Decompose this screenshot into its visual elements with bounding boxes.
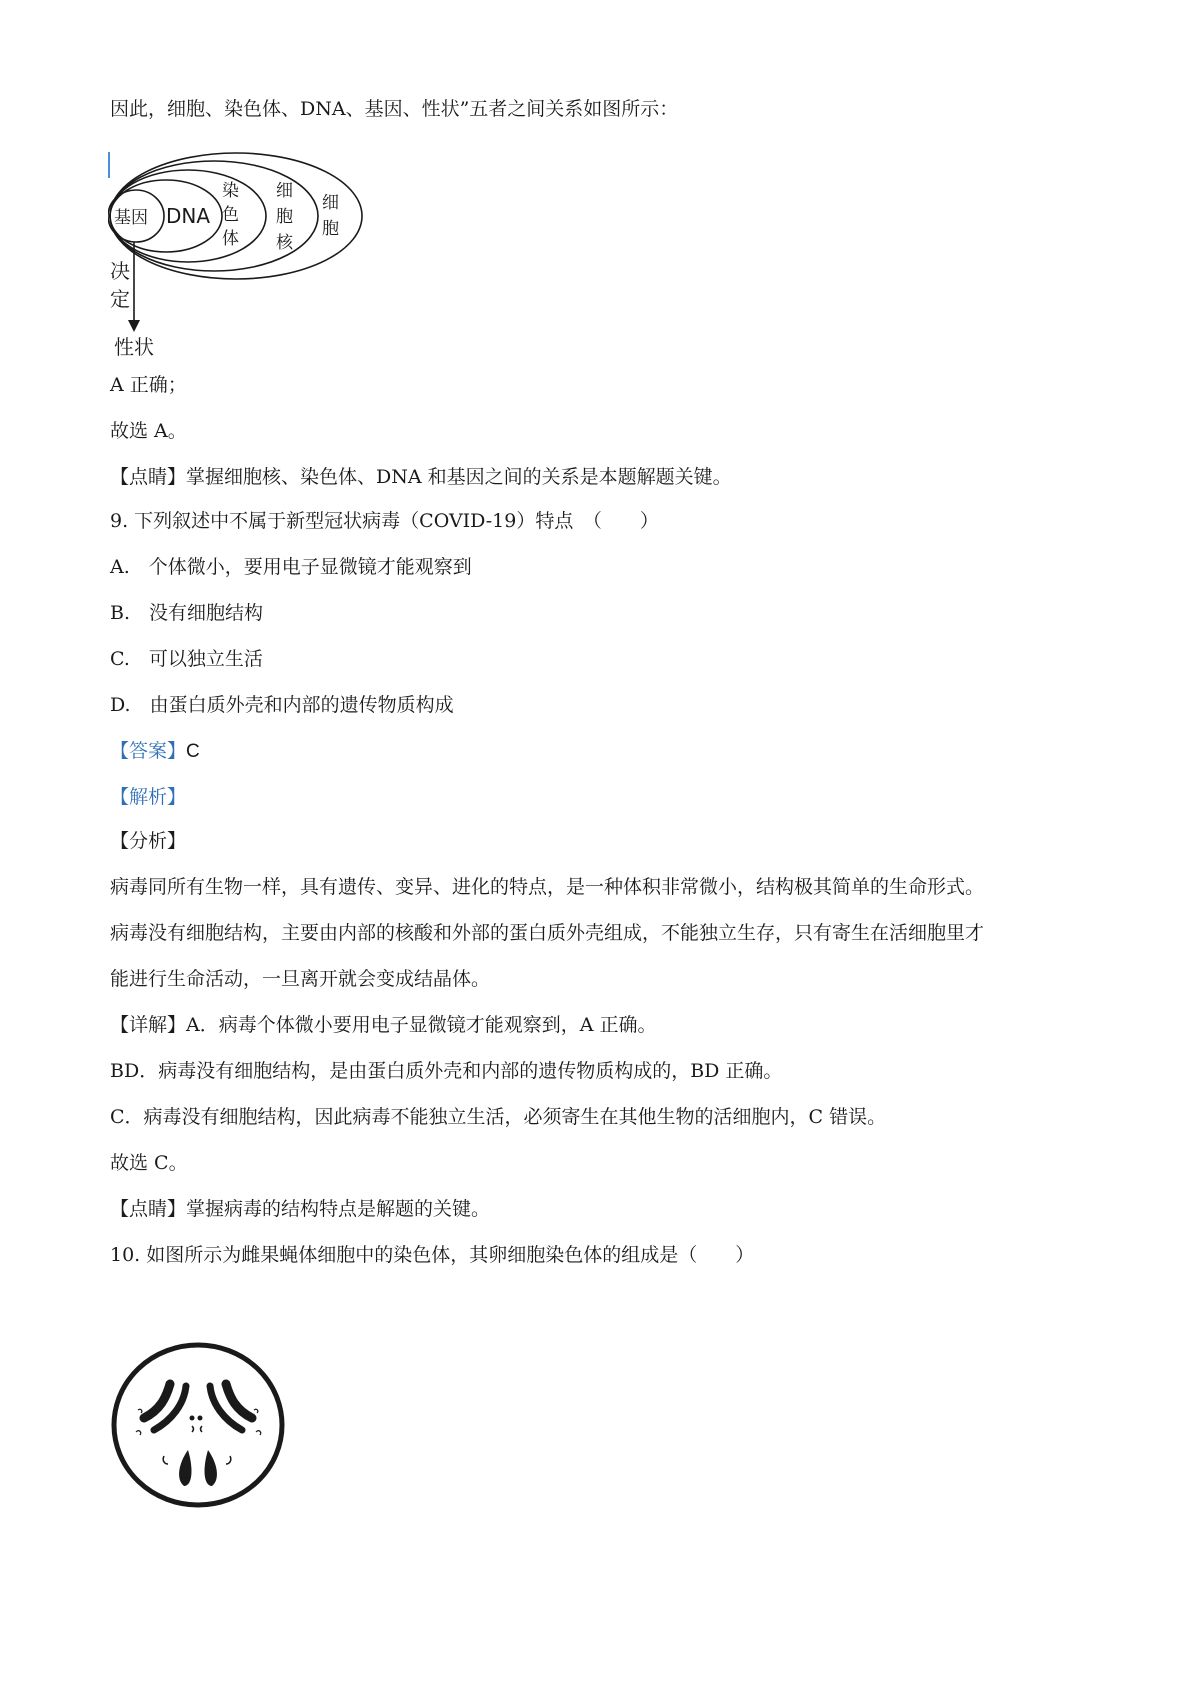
q9-detail-a-text: A．病毒个体微小要用电子显微镜才能观察到，A 正确。 [186, 1014, 657, 1036]
q8-a-correct: A 正确； [110, 374, 187, 396]
q9-analysis-line-2: 病毒没有细胞结构，主要由内部的核酸和外部的蛋白质外壳组成，不能独立生存，只有寄生在活细胞里才 [110, 922, 985, 944]
q9-answer-value: C [186, 741, 200, 762]
fruit-fly-chromosome-image [108, 1340, 288, 1510]
q9-choose: 故选 C。 [110, 1152, 188, 1174]
q9-comment [110, 1196, 490, 1222]
decides-arrow-head [128, 320, 140, 332]
chromosome-label-1: 染 [222, 181, 239, 201]
chromosome-label-2: 色 [222, 205, 239, 225]
nucleus-label-3: 核 [276, 233, 293, 253]
dna-label: DNA [166, 204, 211, 228]
q10-stem: 10. 如图所示为雌果蝇体细胞中的染色体，其卵细胞染色体的组成是（ ） [110, 1244, 755, 1266]
q9-analysis-line-1: 病毒同所有生物一样，具有遗传、变异、进化的特点，是一种体积非常微小，结构极其简单的生命形式。 [110, 876, 985, 898]
cell-label-2: 胞 [322, 219, 339, 239]
decides-label-2: 定 [110, 287, 130, 311]
q9-answer [110, 738, 200, 765]
q9-option-d: D. 由蛋白质外壳和内部的遗传物质构成 [110, 694, 454, 716]
decides-label-1: 决 [110, 259, 130, 283]
q9-answer-tag: 【答案】 [110, 740, 187, 762]
chromosome-label-3: 体 [222, 229, 239, 249]
q8-comment-tag: 【点睛】 [110, 466, 187, 488]
q9-option-c: C. 可以独立生活 [110, 648, 263, 670]
q9-option-a: A. 个体微小，要用电子显微镜才能观察到 [110, 556, 472, 578]
q9-detail-a [110, 1012, 657, 1038]
cell-label-1: 细 [322, 193, 339, 213]
intro-line: 因此，细胞、染色体、DNA、基因、性状”五者之间关系如图所示： [110, 98, 679, 120]
q9-detail-bd: BD．病毒没有细胞结构，是由蛋白质外壳和内部的遗传物质构成的，BD 正确。 [110, 1060, 783, 1082]
nucleus-label-2: 胞 [276, 207, 293, 227]
q9-comment-tag: 【点睛】 [110, 1198, 187, 1220]
q8-comment-text: 掌握细胞核、染色体、DNA 和基因之间的关系是本题解题关键。 [186, 466, 732, 488]
q9-analysis-tag: 【解析】 [110, 786, 187, 808]
q9-detail-c: C．病毒没有细胞结构，因此病毒不能独立生活，必须寄生在其他生物的活细胞内，C 错误。 [110, 1106, 887, 1128]
chromosome-dot-1 [190, 1416, 195, 1421]
cell-outline [114, 1345, 282, 1505]
q9-fenxi-tag: 【分析】 [110, 830, 187, 852]
q9-stem: 9. 下列叙述中不属于新型冠状病毒（COVID-19）特点 （ ） [110, 510, 659, 532]
q8-choose: 故选 A。 [110, 420, 187, 442]
nucleus-label-1: 细 [276, 181, 293, 201]
q9-analysis-line-3: 能进行生命活动，一旦离开就会变成结晶体。 [110, 968, 491, 990]
q9-comment-text: 掌握病毒的结构特点是解题的关键。 [186, 1198, 491, 1220]
q9-detail-tag: 【详解】 [110, 1014, 187, 1036]
q8-comment [110, 464, 732, 490]
gene-label: 基因 [114, 208, 148, 228]
gene-dna-chromosome-diagram [108, 150, 368, 360]
q9-option-b: B. 没有细胞结构 [110, 602, 264, 624]
chromosome-dot-2 [198, 1416, 203, 1421]
trait-label: 性状 [114, 335, 154, 359]
